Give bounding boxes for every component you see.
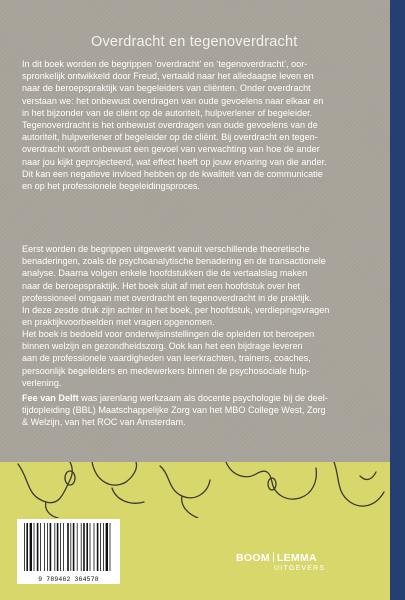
blurb-line: verstaan we: het onbewust overdragen van oude gevoelens naar elkaar en bbox=[22, 95, 324, 106]
spine-strip bbox=[390, 0, 405, 600]
publisher-subtitle: UITGEVERS bbox=[274, 565, 326, 572]
author-bio-line: tijdopleiding (BBL) Maatschappelijke Zorg van het MBO College West, Zorg bbox=[22, 405, 326, 416]
blurb-line: naar de beroepspraktijk. Het boek sluit af met een hoofdstuk over het bbox=[22, 280, 301, 291]
publisher-name-right: LEMMA bbox=[276, 552, 317, 564]
blurb-line: Het boek is bedoeld voor onderwijsinstellingen die opleiden tot beroepen bbox=[22, 329, 315, 339]
blurb-line: verlening. bbox=[22, 377, 62, 388]
blurb-paragraph-1 bbox=[22, 58, 367, 192]
blurb-line: aan de professionele vaardigheden van leerkrachten, trainers, coaches, bbox=[22, 353, 311, 364]
blurb-line: professioneel omgaan met overdracht en tegenoverdracht in de praktijk. bbox=[22, 292, 312, 303]
blurb-line: autoriteit, hulpverlener of begeleider op de cliënt. Bij overdracht en tegen- bbox=[22, 132, 318, 143]
blurb-line: Eerst worden de begrippen uitgewerkt vanuit verschillende theoretische bbox=[22, 244, 310, 254]
barcode-bars bbox=[21, 523, 116, 573]
author-bio bbox=[22, 392, 367, 429]
blurb-paragraph-3 bbox=[22, 328, 367, 389]
blurb-line: Dit kan een negatieve invloed hebben op de kwaliteit van de communicatie bbox=[22, 168, 323, 179]
blurb-line: en op het professionele begeleidingsproces. bbox=[22, 181, 200, 192]
blurb-line: naar jou kijkt geprojecteerd, wat effect heeft op jouw ervaring van die ander. bbox=[22, 156, 327, 167]
blurb-line: in het bijzonder van de cliënt op de autoriteit, hulpverlener of begeleider. bbox=[22, 107, 313, 118]
blurb-line: overdracht wordt onbewust een gevoel van verwachting van hoe de ander bbox=[22, 144, 320, 155]
blurb-line: analyse. Daarna volgen enkele hoofdstukken die de vertaalslag maken bbox=[22, 268, 308, 279]
publisher-name-left: BOOM bbox=[236, 552, 270, 564]
blurb-line: en praktijkvoorbeelden met vragen opgenomen. bbox=[22, 317, 215, 328]
author-name: Fee van Delft bbox=[22, 393, 79, 403]
blurb-line: spronkelijk ontwikkeld door Freud, vertaald naar het alledaagse leven en bbox=[22, 71, 314, 82]
blurb-line: naar de beroepspraktijk van begeleiders van cliënten. Onder overdracht bbox=[22, 83, 311, 94]
blurb-paragraph-2 bbox=[22, 243, 367, 328]
line-illustration bbox=[0, 462, 390, 518]
isbn-number: 9 789462 364578 bbox=[38, 576, 99, 583]
blurb-line: benaderingen, zoals de psychoanalytische benadering en de transactionele bbox=[22, 256, 326, 267]
blurb-line: In deze zesde druk zijn achter in het boek, per hoofdstuk, verdiepingsvragen bbox=[22, 305, 330, 316]
blurb-line: binnen welzijn en gezondheidszorg. Ook kan het een bijdrage leveren bbox=[22, 341, 303, 352]
blurb-line: Tegenoverdracht is het onbewust overdragen van oude gevoelens van de bbox=[22, 120, 318, 131]
publisher-logo bbox=[236, 552, 356, 572]
blurb-line: In dit boek worden de begrippen ‘overdracht’ en ‘tegenoverdracht’, oor- bbox=[22, 59, 308, 69]
barcode bbox=[17, 519, 120, 584]
author-bio-line bbox=[22, 392, 367, 404]
blurb-line: persoonlijk begeleiders en medewerkers binnen de psychosociale hulp- bbox=[22, 365, 310, 376]
publisher-divider bbox=[273, 552, 274, 562]
author-bio-text: was jarenlang werkzaam als docente psychologie bij de deel- bbox=[78, 393, 328, 403]
author-bio-line: & Welzijn, van het ROC van Amsterdam. bbox=[22, 417, 186, 428]
book-title: Overdracht en tegenoverdracht bbox=[91, 34, 298, 50]
